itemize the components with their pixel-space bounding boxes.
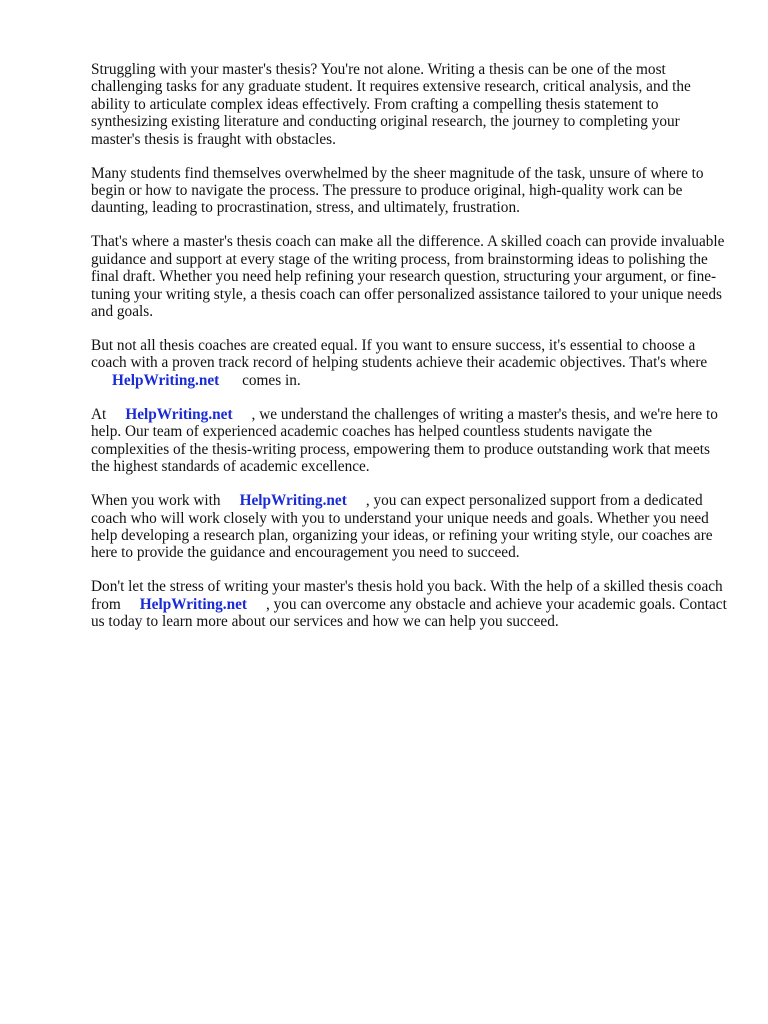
- helpwriting-link[interactable]: HelpWriting.net: [239, 492, 347, 510]
- paragraph-personalized-support-text: When you work with: [91, 492, 221, 510]
- paragraph-about-us: [91, 406, 727, 476]
- paragraph-choose-coach-text-after: comes in.: [242, 371, 301, 389]
- paragraph-coach-benefits: [91, 233, 727, 320]
- paragraph-personalized-support: [91, 492, 727, 562]
- paragraph-about-us-text-after: , we understand the challenges of writing a master's thesis, and we're here to help. Our team of experienced academic coaches has helped countless students navigate the complexities of the thesis-writing process, empowering them to produce outstanding work that meets the highest standards of academic excellence.: [91, 405, 718, 476]
- paragraph-call-to-action-text: Don't let the stress of writing your master's thesis hold you back. With the help of a skilled thesis coach from: [91, 578, 723, 613]
- paragraph-call-to-action-text-after: , you can overcome any obstacle and achieve your academic goals. Contact us today to learn more about our services and how we can help you succeed.: [91, 595, 727, 631]
- paragraph-about-us-text: At: [91, 405, 107, 423]
- helpwriting-link[interactable]: HelpWriting.net: [112, 371, 220, 389]
- paragraph-personalized-support-text-after: , you can expect personalized support from a dedicated coach who will work closely with you to understand your unique needs and goals. Whether you need help developing a research plan, organizing your ideas, or refining your writing style, our coaches are here to provide the guidance and encouragement you need to succeed.: [91, 492, 713, 562]
- helpwriting-link[interactable]: HelpWriting.net: [139, 595, 247, 613]
- paragraph-choose-coach-text: But not all thesis coaches are created equal. If you want to ensure success, it's essential to choose a coach with a proven track record of helping students achieve their academic objectives. That's where: [91, 337, 708, 372]
- document-body: [91, 61, 727, 647]
- paragraph-call-to-action: [91, 578, 727, 630]
- paragraph-intro-text: Struggling with your master's thesis? You're not alone. Writing a thesis can be one of the most challenging tasks for any graduate student. It requires extensive research, critical analysis, and the ability to articulate complex ideas effectively. From crafting a compelling thesis statement to synthesizing existing literature and conducting original research, the journey to completing your master's thesis is fraught with obstacles.: [91, 61, 691, 148]
- helpwriting-link[interactable]: HelpWriting.net: [125, 405, 233, 423]
- paragraph-challenges: [91, 165, 727, 217]
- paragraph-intro: [91, 61, 727, 148]
- paragraph-challenges-text: Many students find themselves overwhelmed by the sheer magnitude of the task, unsure of where to begin or how to navigate the process. The pressure to produce original, high-quality work can be daunting, leading to procrastination, stress, and ultimately, frustration.: [91, 164, 704, 217]
- paragraph-coach-benefits-text: That's where a master's thesis coach can make all the difference. A skilled coach can provide invaluable guidance and support at every stage of the writing process, from brainstorming ideas to polishing the final draft. Whether you need help refining your research question, structuring your argument, or fine-tuning your writing style, a thesis coach can offer personalized assistance tailored to your unique needs and goals.: [91, 233, 725, 321]
- paragraph-choose-coach: [91, 337, 727, 389]
